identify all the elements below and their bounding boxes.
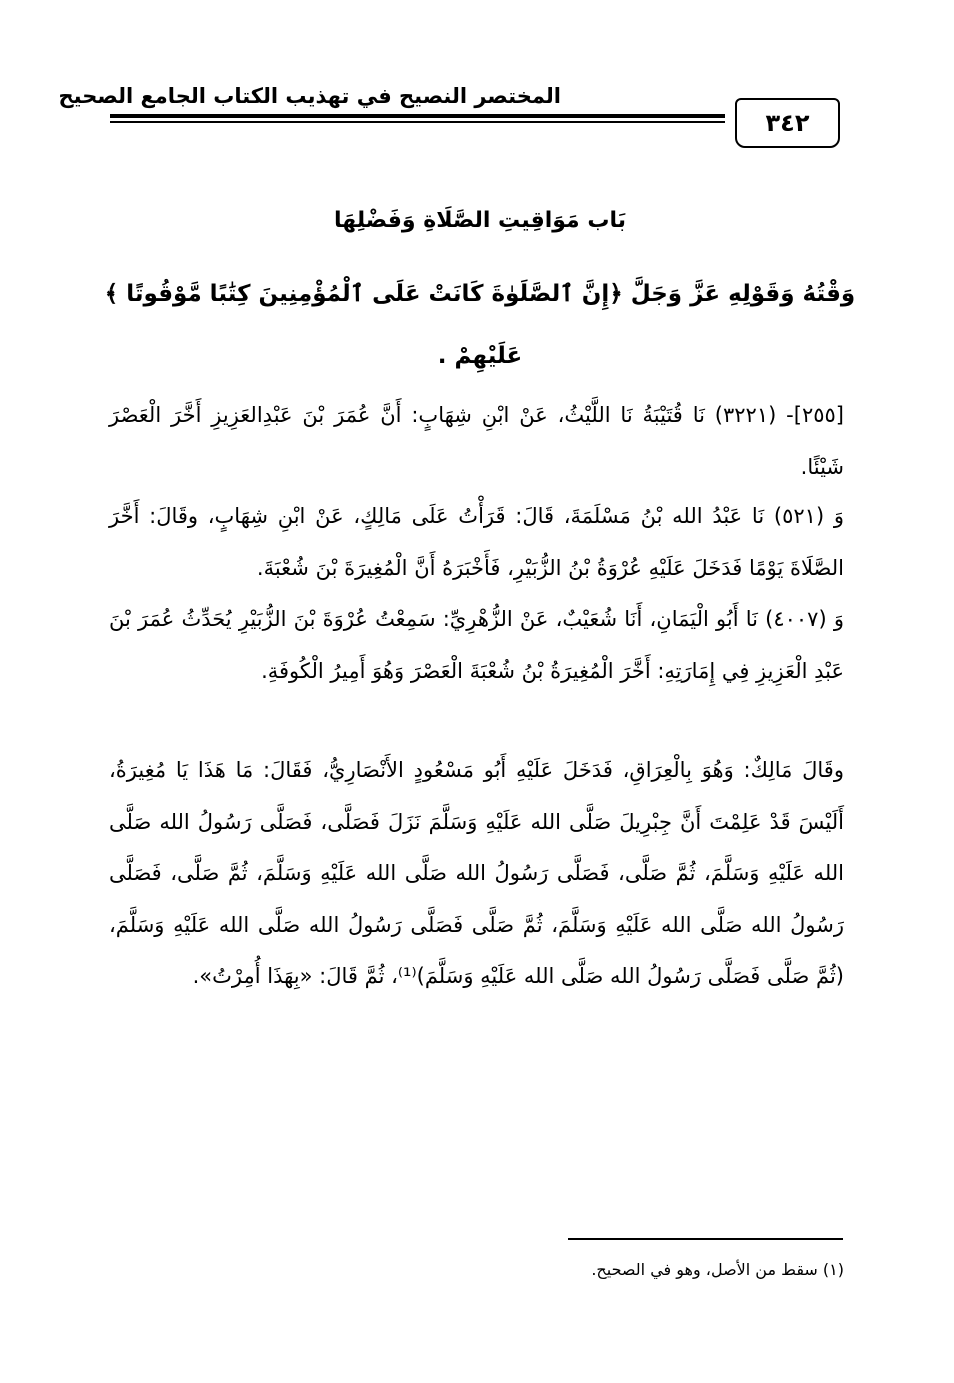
- hadith-paragraph-4007: وَ (٤٠٠٧) نَا أَبُو الْيَمَانِ، أَنَا شُعَيْبٌ، عَنْ الزُّهْرِيِّ: سَمِعْتُ عُرْوَةَ بْنَ الزُّبَيْرِ يُحَدِّثُ عُمَرَ بْنَ عَبْدِ الْعَزِيزِ فِي إِمَارَتِهِ: أَخَّرَ الْمُغِيرَةُ بْنُ شُعْبَةَ الْعَصْرَ وَهُوَ أَمِيرُ الْكُوفَةِ.: [109, 607, 844, 683]
- hadith-paragraph-malik: وقَالَ مَالِكٌ: وَهُوَ بِالْعِرَاقِ، فَدَخَلَ عَلَيْهِ أَبُو مَسْعُودٍ الأَنْصَارِيُّ، فَقَالَ: مَا هَذَا يَا مُغِيرَةُ، أَلَيْسَ قَدْ عَلِمْتَ أَنَّ جِبْرِيلَ صَلَّى الله عَلَيْهِ وَسَلَّمَ نَزَلَ فَصَلَّى، فَصَلَّى رَسُولُ الله صَلَّى الله عَلَيْهِ وَسَلَّمَ، ثُمَّ صَلَّى، فَصَلَّى رَسُولُ الله صَلَّى الله عَلَيْهِ وَسَلَّمَ، ثُمَّ صَلَّى، فَصَلَّى رَسُولُ الله صَلَّى الله عَلَيْهِ وَسَلَّمَ، ثُمَّ صَلَّى فَصَلَّى رَسُولُ الله صَلَّى الله عَلَيْهِ وَسَلَّمَ، (ثُمَّ صَلَّى فَصَلَّى رَسُولُ الله صَلَّى الله عَلَيْهِ وَسَلَّمَ)⁽¹⁾، ثُمَّ قَالَ: «بِهَذَا أُمِرْتُ».: [109, 758, 844, 988]
- running-header-title: المختصر النصيح في تهذيب الكتاب الجامع الصحيح: [58, 84, 561, 108]
- header-rule-thin: [110, 121, 725, 123]
- header-rule-thick: [110, 114, 725, 118]
- chapter-subtitle: وَقْتُهُ وَقَوْلِهِ عَزَّ وَجَلَّ ﴿إِنَّ ٱلصَّلَوٰةَ كَانَتْ عَلَى ٱلْمُؤْمِنِينَ كِتَٰبًا مَّوْقُوتًا ﴾ عَلَيْهِمْ .: [104, 281, 856, 369]
- footnote-separator: [568, 1238, 843, 1240]
- footnote: (١) سقط من الأصل، وهو في الصحيح.: [591, 1260, 844, 1279]
- page-number: ٣٤٢: [735, 98, 840, 148]
- hadith-paragraph-255: [٢٥٥]- (٣٢٢١) نَا قُتَيْبَةُ نَا اللَّيْثُ، عَنْ ابْنِ شِهَابٍ: أَنَّ عُمَرَ بْنَ عَبْدِالعَزِيزِ أَخَّرَ الْعَصْرَ شَيْئًا.: [109, 403, 844, 479]
- hadith-paragraph-521: وَ (٥٢١) نَا عَبْدُ الله بْنُ مَسْلَمَةَ، قَالَ: قَرَأْتُ عَلَى مَالِكٍ، عَنْ ابْنِ شِهَابٍ، وقَالَ: أَخَّرَ الصَّلَاةَ يَوْمًا فَدَخَلَ عَلَيْهِ عُرْوَةُ بْنُ الزُّبَيْرِ، فَأَخْبَرَهُ أَنَّ الْمُغِيرَةَ بْنَ شُعْبَةَ.: [109, 504, 844, 580]
- chapter-title: بَاب مَوَاقِيتِ الصَّلَاةِ وَفَضْلِهَا: [334, 208, 626, 233]
